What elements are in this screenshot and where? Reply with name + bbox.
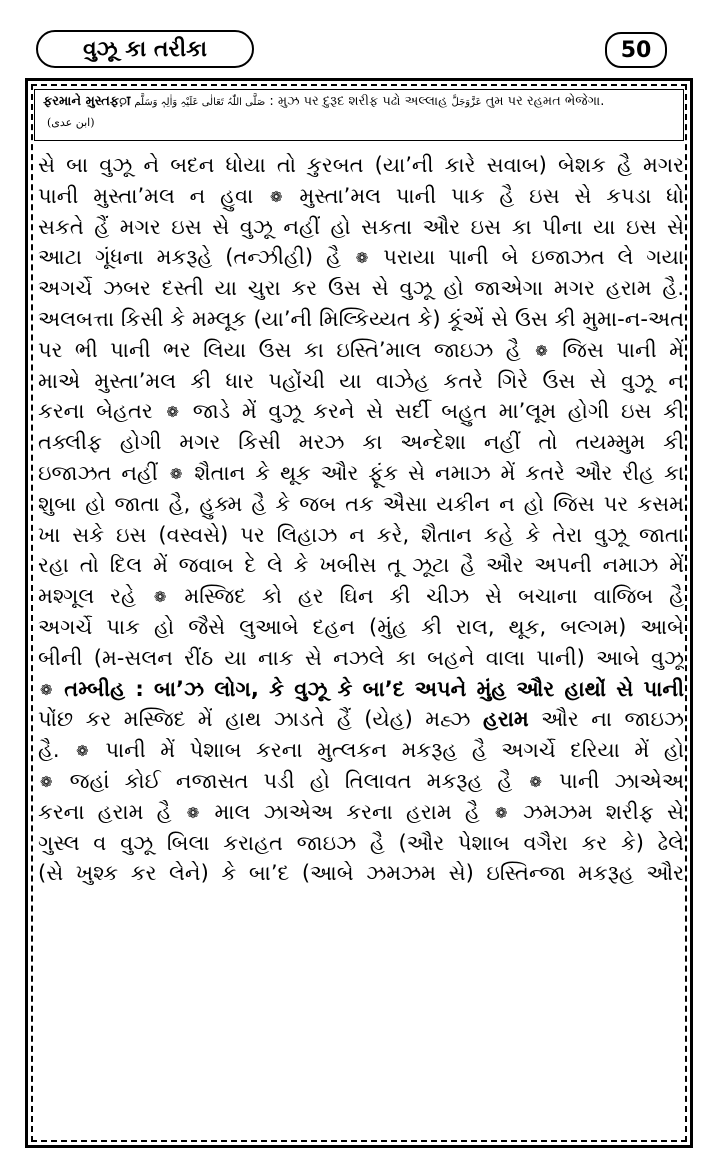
flower-icon: ❁	[270, 187, 283, 206]
text-line	[38, 550, 684, 581]
text-segment: ગુસ્લ વ વુઝૂ બિલા કરાહત જાઇઝ હૈ (ઔર પેશાબ વગૈરા કર કે) ઢેલે	[38, 830, 684, 855]
flower-icon: ❁	[355, 249, 369, 268]
arabic-azza: عَزَّوَجَلَّ	[451, 97, 482, 108]
text-line	[38, 181, 684, 212]
text-line	[38, 674, 684, 705]
flower-icon: ❁	[76, 742, 89, 761]
text-segment: (સે ખુશ્ક કર લેને) કે બા’દ (આબે ઝમઝમ સે) ઇસ્તિન્જા મકરૂહ ઔર	[38, 861, 684, 886]
flower-icon: ❁	[169, 464, 183, 483]
hadith-text-a: : મુઝ પર દુરૂદ શરીફ પઢો અલ્લાહ	[269, 94, 452, 109]
text-segment: અગર્ચે પાક હો જૈસે લુઆબે દહન (મુંહ કી રાલ, થૂક, બલ્ગમ) આબે	[38, 614, 684, 639]
text-segment: જહાં કોઈ નજાસત પડી હો તિલાવત મકરૂહ હૈ	[69, 768, 513, 793]
flower-icon: ❁	[529, 772, 542, 791]
text-segment: રહા તો દિલ મેં જવાબ દે લે કે ખબીસ તૂ ઝૂટા હૈ ઔર અપની નમાઝ મેં	[38, 553, 684, 578]
text-line	[38, 427, 684, 458]
text-segment: મસ્જિદ કો હર ઘિન કી ચીઝ સે બચાના વાજિબ હૈ	[184, 584, 684, 609]
text-segment: ઔર ના જાઇઝ	[528, 707, 684, 732]
flower-icon: ❁	[186, 803, 200, 822]
text-line	[38, 612, 684, 643]
text-line	[38, 212, 684, 243]
text-segment: પરાયા પાની બે ઇજાઝત લે ગયા	[383, 245, 684, 270]
text-segment: કરના બેહતર	[38, 399, 153, 424]
text-segment: સકતે હૈં મગર ઇસ સે વુઝૂ નહીં હો સકતા ઔર ઇસ કા પીના યા ઇસ સે	[38, 214, 684, 239]
text-segment: ખા સકે ઇસ (વસ્વસે) પર લિહાઝ ન કરે, શૈતાન કહે કે તેરા વુઝૂ જાતા	[38, 522, 684, 547]
text-line	[38, 366, 684, 397]
flower-icon: ❁	[40, 680, 53, 699]
text-line	[38, 150, 684, 181]
text-segment: પાની ઝાએઅ	[559, 768, 684, 793]
arabic-salutation: صَلَّی اللّٰہُ تَعَالٰی عَلَیْہِ وَاٰلِہٖ وَسَلَّم	[134, 97, 266, 108]
text-line	[38, 704, 684, 735]
page-title: વુઝૂ કા તરીકા	[36, 30, 254, 68]
flower-icon: ❁	[535, 341, 548, 360]
text-segment: આટા ગૂંધના મકરૂહે (તન્ઝીહી) હૈ	[38, 245, 341, 270]
text-segment: પાની મેં પેશાબ કરના મુત્લકન મકરૂહ હૈ અગર્ચે દરિયા મેં હો	[105, 738, 684, 763]
text-segment: માલ ઝાએઅ કરના હરામ હૈ	[214, 799, 480, 824]
text-segment: હૈ.	[38, 738, 60, 763]
body-text	[38, 150, 684, 889]
text-segment: ઇજાઝત નહીં	[38, 460, 158, 485]
hadith-lead: ફરમાને મુસ્તફ़ा	[43, 94, 131, 109]
text-segment-bold: હરામ	[482, 707, 529, 732]
text-segment: પર ભી પાની ભર લિયા ઉસ કા ઇસ્તિ’માલ જાઇઝ હૈ	[38, 337, 521, 362]
text-line	[38, 766, 684, 797]
hadith-line	[43, 93, 675, 112]
text-segment: અગર્ચે ઝબર દસ્તી યા ચુરા કર ઉસ સે વુઝૂ હો જાએગા મગર હરામ હૈ.	[38, 276, 684, 301]
text-segment: શુબા હો જાતા હૈ, હુક્મ હૈ કે જબ તક ઐસા યકીન ન હો જિસ પર કસમ	[38, 491, 684, 516]
text-segment: જિસ પાની મેં	[562, 337, 684, 362]
text-segment: કરના હરામ હૈ	[38, 799, 172, 824]
text-segment: પાની મુસ્તા’મલ ન હુવા	[38, 183, 254, 208]
text-segment: સે બા વુઝૂ ને બદન ધોયા તો કુરબત (યા’ની કારે સવાબ) બેશક હૈ મગર	[38, 153, 684, 177]
text-segment: પોંછ કર મસ્જિદ મેં હાથ ઝાડતે હૈં (યેહ) મહ્ઝ	[38, 707, 483, 732]
text-segment: ઝમઝમ શરીફ સે	[522, 799, 684, 824]
text-segment: જાડે મેં વુઝૂ કરને સે સર્દી બહુત મા’લૂમ હોગી ઇસ કી	[192, 399, 684, 424]
text-segment: તક્લીફ હોગી મગર કિસી મરઝ કા અન્દેશા નહીં તો તયમ્મુમ કી	[38, 430, 684, 455]
text-line	[38, 458, 684, 489]
text-segment: મુસ્તા’મલ પાની પાક હૈ ઇસ સે કપડા ધો	[299, 183, 684, 208]
text-segment: માએ મુસ્તા’મલ કી ધાર પહોંચી યા વાઝેહ કતરે ગિરે ઉસ સે વુઝૂ ન	[38, 368, 684, 393]
text-line	[38, 858, 684, 889]
text-segment: અલબત્તા કિસી કે મમ્લૂક (યા’ની મિલ્કિય્યત કે) કૂંએં સે ઉસ કી મુમા-ન-અત	[38, 306, 684, 331]
text-line	[38, 396, 684, 427]
text-line	[38, 581, 684, 612]
text-segment: બીની (મ-સલન રીંઠ યા નાક સે નઝલે કા બહને વાલા પાની) આબે વુઝૂ	[38, 645, 684, 670]
flower-icon: ❁	[40, 772, 53, 791]
text-line	[38, 520, 684, 551]
text-line	[38, 489, 684, 520]
text-line	[38, 304, 684, 335]
hadith-reference: (ابن عدی)	[47, 116, 95, 129]
hadith-header	[34, 89, 684, 141]
text-segment-tambih: તમ્બીહ : બા’ઝ લોગ, કે વુઝૂ કે બા’દ અપને મુંહ ઔર હાથોં સે પાની	[64, 676, 684, 701]
hadith-text-b: તુમ પર રહમત ભેજેગા.	[485, 94, 605, 109]
text-line	[38, 643, 684, 674]
flower-icon: ❁	[495, 803, 508, 822]
text-line	[38, 335, 684, 366]
text-line	[38, 242, 684, 273]
flower-icon: ❁	[153, 588, 167, 607]
text-line	[38, 797, 684, 828]
page-number: 50	[605, 32, 667, 68]
text-segment: મશ્ગૂલ રહે	[38, 584, 136, 609]
flower-icon: ❁	[166, 403, 179, 422]
text-segment: શૈતાન કે થૂક ઔર ફૂંક સે નમાઝ મેં કતરે ઔર રીહ કા	[194, 460, 684, 485]
text-line	[38, 735, 684, 766]
text-line	[38, 273, 684, 304]
text-line	[38, 828, 684, 859]
